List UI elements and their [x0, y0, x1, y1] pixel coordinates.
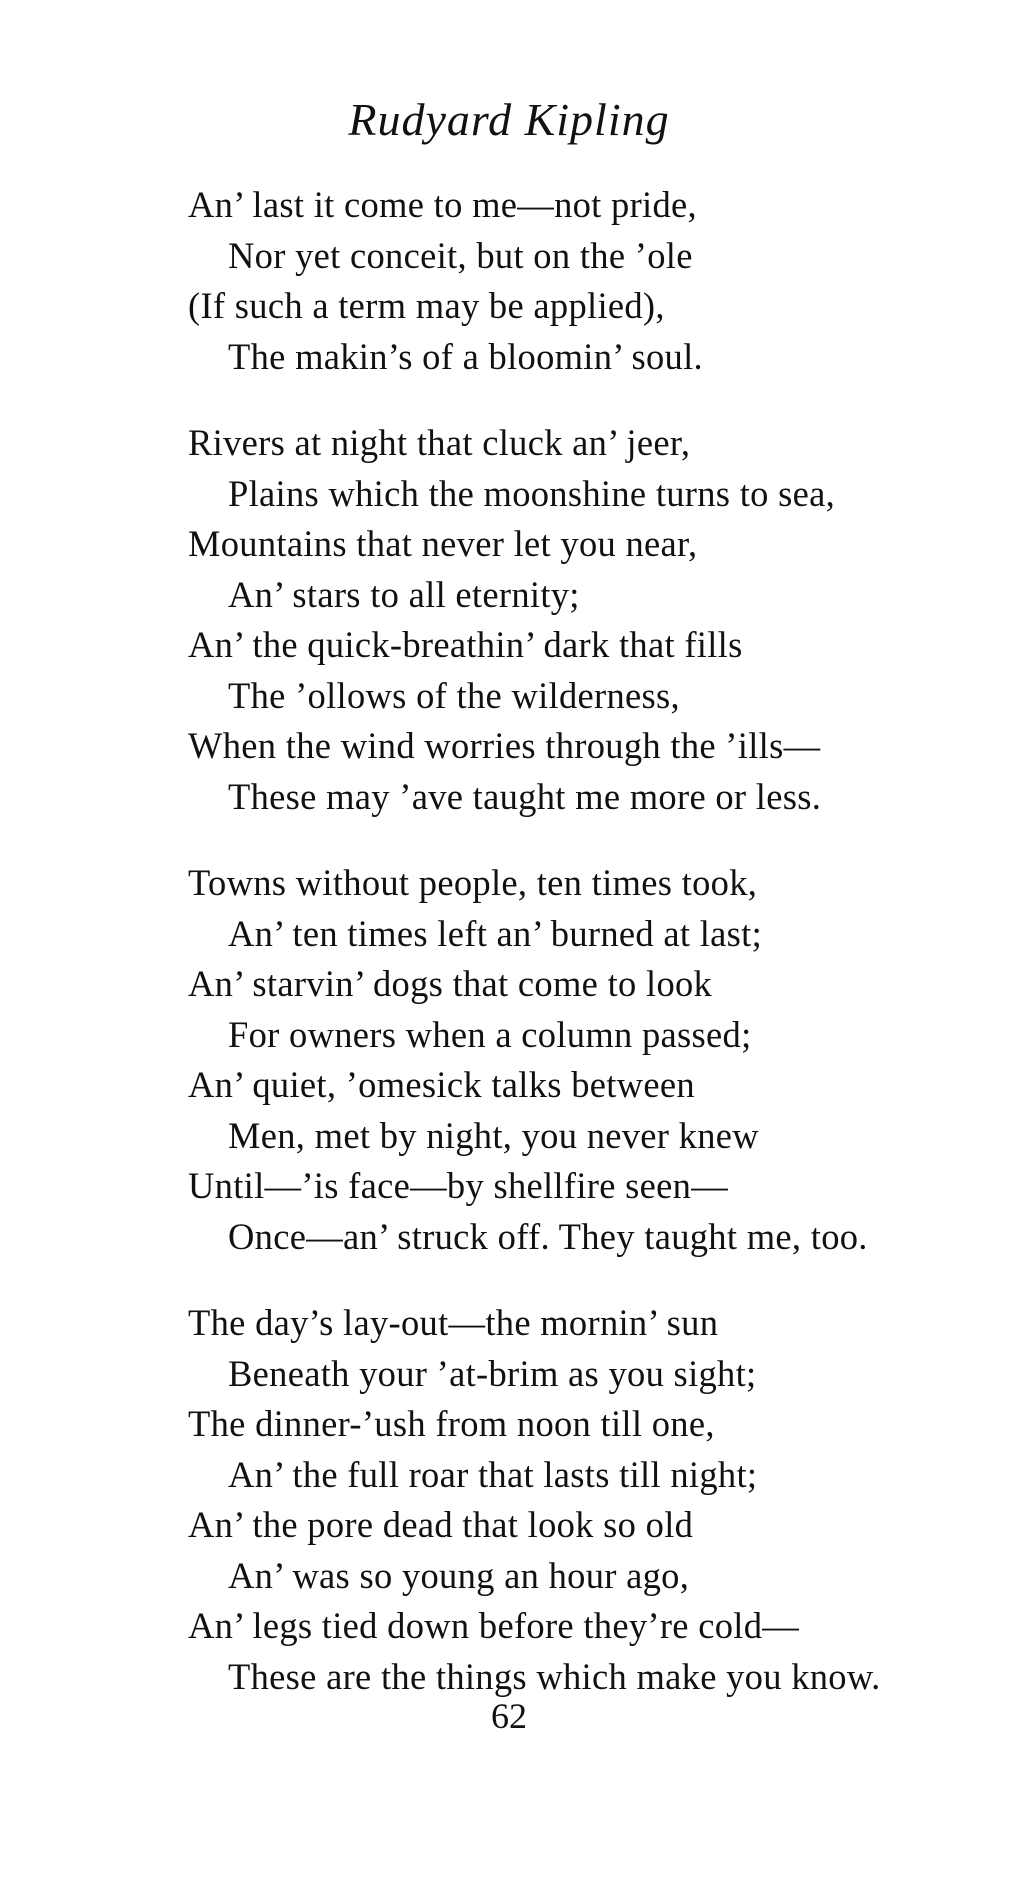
poem-line: The day’s lay-out—the mornin’ sun: [188, 1302, 719, 1343]
poem-line: Towns without people, ten times took,: [188, 862, 758, 903]
poem-line: An’ the quick-breathin’ dark that fills: [188, 624, 743, 665]
stanza: [188, 1298, 998, 1702]
page-number: 62: [491, 1696, 527, 1736]
poem-line: (If such a term may be applied),: [188, 285, 665, 326]
stanza: [188, 858, 998, 1262]
stanza: [188, 180, 998, 382]
poem-line: An’ the pore dead that look so old: [188, 1504, 694, 1545]
poem-line: Rivers at night that cluck an’ jeer,: [188, 422, 691, 463]
poem-line: The makin’s of a bloomin’ soul.: [228, 335, 703, 377]
poem-line: Plains which the moonshine turns to sea,: [228, 472, 836, 514]
poem-line: Nor yet conceit, but on the ’ole: [228, 234, 693, 276]
running-head: Rudyard Kipling: [348, 94, 670, 145]
poem-line: An’ ten times left an’ burned at last;: [228, 912, 763, 954]
poem-line: Mountains that never let you near,: [188, 523, 698, 564]
poem-line: Men, met by night, you never knew: [228, 1114, 759, 1156]
poem-body: [188, 180, 998, 1738]
poem-line: The dinner-’ush from noon till one,: [188, 1403, 715, 1444]
poem-line: When the wind worries through the ’ills—: [188, 725, 821, 766]
poem-line: An’ stars to all eternity;: [228, 573, 580, 615]
poem-line: An’ starvin’ dogs that come to look: [188, 963, 713, 1004]
poem-line: The ’ollows of the wilderness,: [228, 674, 680, 716]
poem-line: Beneath your ’at-brim as you sight;: [228, 1352, 757, 1394]
poem-line: For owners when a column passed;: [228, 1013, 752, 1055]
stanza: [188, 418, 998, 822]
poem-line: Until—’is face—by shellfire seen—: [188, 1165, 729, 1206]
poem-line: An’ quiet, ’omesick talks between: [188, 1064, 695, 1105]
poem-line: An’ legs tied down before they’re cold—: [188, 1605, 800, 1646]
poem-line: These may ’ave taught me more or less.: [228, 775, 822, 817]
poem-line: An’ was so young an hour ago,: [228, 1554, 690, 1596]
poem-line: An’ the full roar that lasts till night;: [228, 1453, 758, 1495]
poem-line: Once—an’ struck off. They taught me, too.: [228, 1215, 868, 1257]
poem-line: An’ last it come to me—not pride,: [188, 184, 697, 225]
poem-line: These are the things which make you know.: [228, 1655, 881, 1697]
